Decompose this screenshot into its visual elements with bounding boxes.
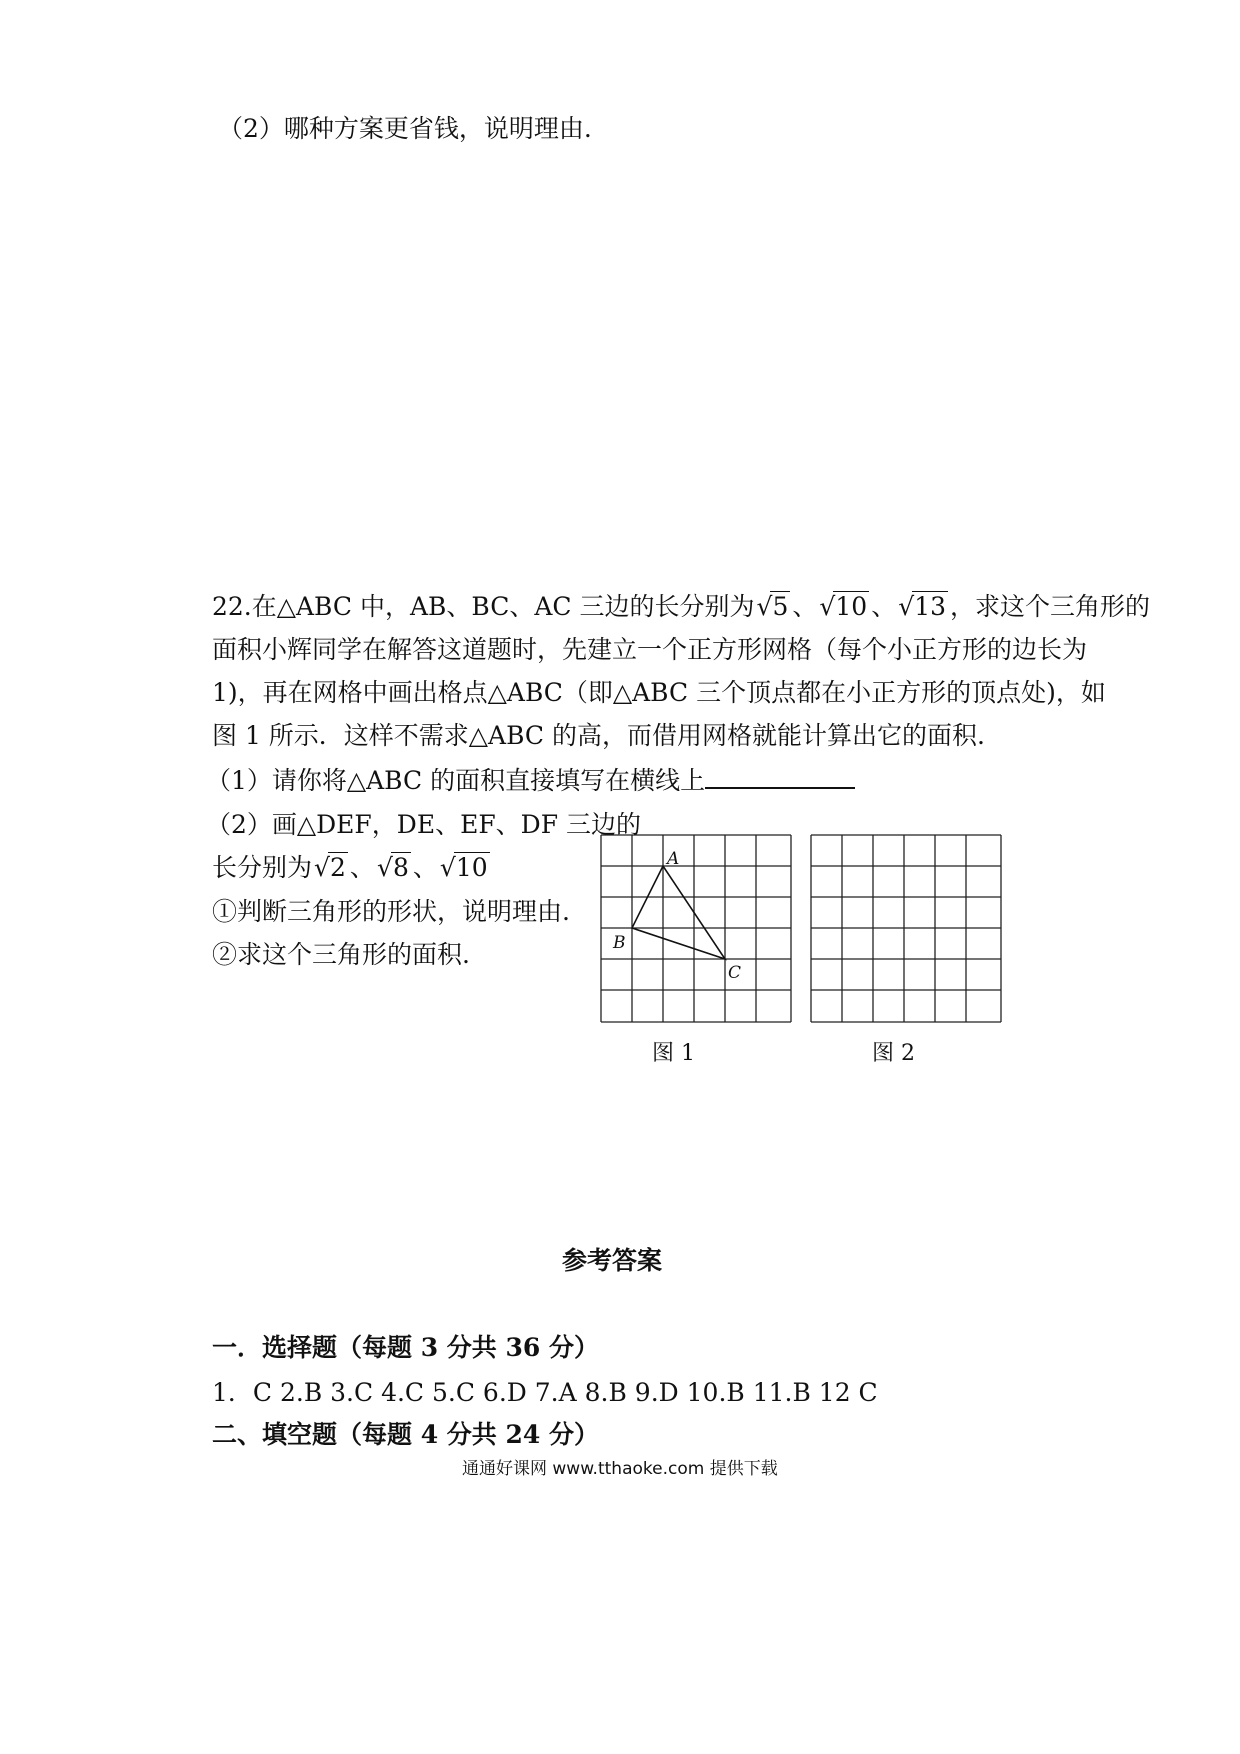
figure-1-caption: 图 1 [652, 1041, 695, 1066]
q22-line2: 面积小辉同学在解答这道题时，先建立一个正方形网格（每个小正方形的边长为 [212, 635, 1088, 664]
vertex-label-c: C [728, 963, 742, 983]
grid-lines [601, 835, 791, 1022]
q22-sub1: ①判断三角形的形状，说明理由. [212, 897, 570, 926]
section-2-heading: 二、填空题（每题 4 分共 24 分） [212, 1420, 600, 1449]
separator: 、 [871, 592, 897, 621]
radicand: 2 [330, 853, 346, 882]
q22-line1-suffix: ，求这个三角形的 [950, 592, 1151, 621]
separator: 、 [412, 853, 438, 882]
answer-blank [705, 765, 855, 789]
radicand: 13 [914, 592, 947, 621]
q22-sub2: ②求这个三角形的面积. [212, 940, 470, 969]
sqrt-5: √ 5 [756, 592, 789, 621]
q22-part2-line1: （2）画△DEF，DE、EF、DF 三边的 [206, 810, 641, 839]
separator: 、 [349, 853, 375, 882]
q22-line1 [212, 590, 1150, 624]
vertex-label-a: A [667, 849, 680, 869]
q22-line1-prefix: 22.在△ABC 中，AB、BC、AC 三边的长分别为 [212, 592, 755, 621]
vertex-label-b: B [613, 933, 626, 953]
answers-title: 参考答案 [562, 1246, 663, 1275]
sqrt-10: √ 10 [819, 592, 868, 621]
section-1-heading: 一．选择题（每题 3 分共 36 分） [212, 1333, 600, 1362]
page-footer: 通通好课网 www.tthaoke.com 提供下载 [462, 1459, 778, 1479]
sqrt-8: √ 8 [376, 853, 409, 882]
sqrt-10: √ 10 [439, 853, 488, 882]
q22-part2-prefix: 长分别为 [212, 853, 313, 882]
q22-part1 [206, 764, 855, 798]
figure-1-grid [598, 832, 798, 1026]
sqrt-13: √ 13 [898, 592, 947, 621]
figure-2-caption: 图 2 [872, 1041, 915, 1066]
radicand: 8 [392, 853, 409, 882]
q22-line3: 1)，再在网格中画出格点△ABC（即△ABC 三个顶点都在小正方形的顶点处)，如 [212, 678, 1106, 707]
triangle-abc [632, 866, 725, 959]
section-1-answers: 1．C 2.B 3.C 4.C 5.C 6.D 7.A 8.B 9.D 10.B 11.B 12 C [212, 1378, 878, 1407]
figure-2-grid [808, 832, 1008, 1026]
q22-part2-line2 [212, 851, 492, 885]
radicand: 10 [835, 592, 868, 621]
sqrt-2: √ 2 [314, 853, 346, 882]
q21-part2: （2）哪种方案更省钱，说明理由. [218, 114, 592, 143]
grid-lines [811, 835, 1001, 1022]
q22-line4: 图 1 所示．这样不需求△ABC 的高，而借用网格就能计算出它的面积. [212, 721, 985, 750]
radicand: 10 [455, 853, 488, 882]
radicand: 5 [772, 592, 789, 621]
q22-part1-text: （1）请你将△ABC 的面积直接填写在横线上 [206, 766, 706, 795]
separator: 、 [792, 592, 818, 621]
